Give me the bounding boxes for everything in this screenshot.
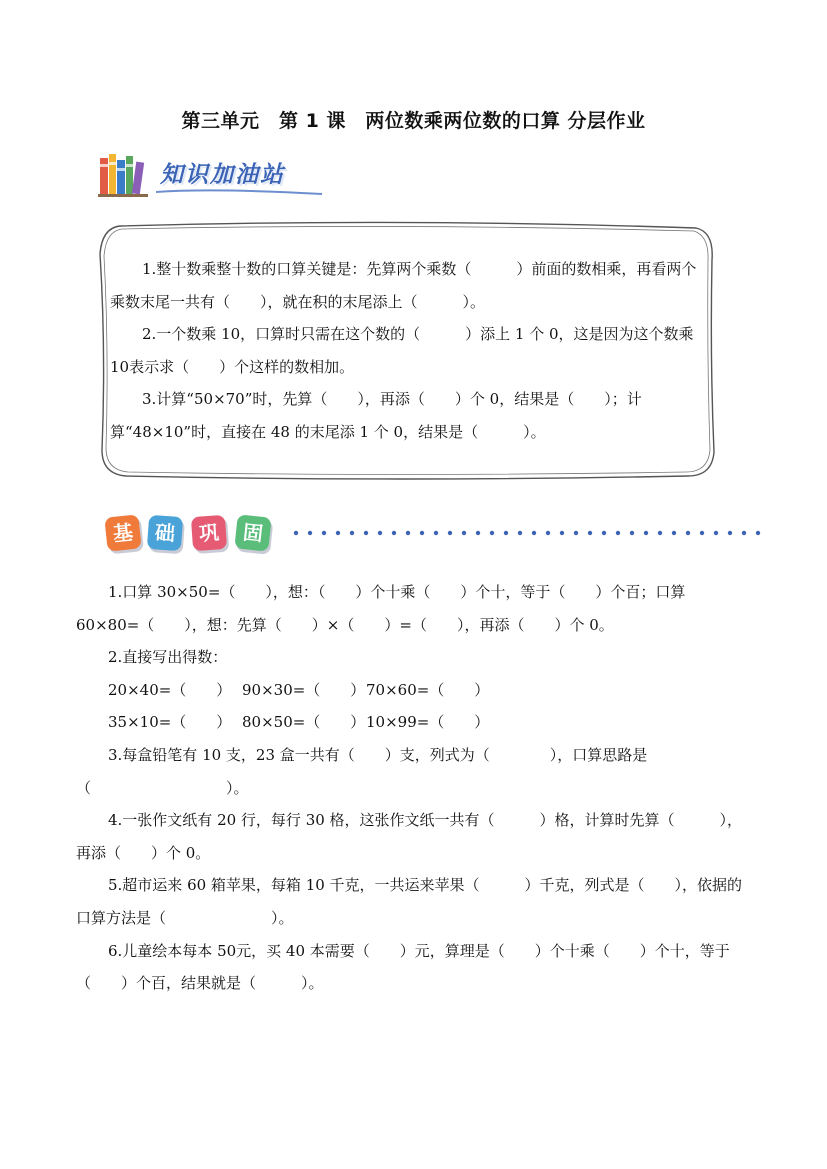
banner-tile-3: 巩 <box>191 515 227 551</box>
books-icon <box>98 150 154 198</box>
knowledge-station-banner <box>98 148 328 200</box>
banner-tile-2: 础 <box>147 515 183 551</box>
page-title: 第三单元 第 1 课 两位数乘两位数的口算 分层作业 <box>181 110 646 132</box>
question-2-title: 2.直接写出得数： <box>108 648 228 667</box>
knowledge-box-content <box>110 253 700 449</box>
q2-item: 10×99=（ ） <box>366 713 490 732</box>
basic-questions <box>76 576 748 1000</box>
q2-item: 80×50=（ ） <box>242 713 366 732</box>
knowledge-item-1: 1.整十数乘整十数的口算关键是：先算两个乘数（ ）前面的数相乘，再看两个乘数末尾一共有（ ），就在积的末尾添上（ ）。 <box>110 260 697 311</box>
basic-consolidation-banner <box>106 510 766 560</box>
question-5: 5.超市运来 60 箱苹果，每箱 10 千克，一共运来苹果（ ）千克，列式是（ ），依据的口算方法是（ ）。 <box>76 876 743 927</box>
dotted-divider <box>292 529 762 537</box>
q2-item: 90×30=（ ） <box>242 680 366 699</box>
banner-label: 知识加油站 <box>160 162 285 188</box>
question-4: 4.一张作文纸有 20 行，每行 30 格，这张作文纸一共有（ ）格，计算时先算（ ），再添（ ）个 0。 <box>76 811 743 862</box>
banner-tile-4: 固 <box>234 514 271 551</box>
q2-item: 35×10=（ ） <box>108 713 232 732</box>
knowledge-item-3: 3.计算“50×70”时，先算（ ），再添（ ）个 0，结果是（ ）；计算“48×10”时，直接在 48 的末尾添 1 个 0，结果是（ ）。 <box>110 390 642 441</box>
q2-item: 20×40=（ ） <box>108 680 232 699</box>
q2-item: 70×60=（ ） <box>366 680 490 699</box>
question-6: 6.儿童绘本每本 50元，买 40 本需要（ ）元，算理是（ ）个十乘（ ）个十，等于（ ）个百，结果就是（ ）。 <box>76 941 730 993</box>
question-2-row-2 <box>76 706 748 739</box>
question-2-row-1 <box>76 674 748 707</box>
knowledge-item-2: 2.一个数乘 10，口算时只需在这个数的（ ）添上 1 个 0，这是因为这个数乘 10表示求（ ）个这样的数相加。 <box>110 325 694 376</box>
banner-tile-1: 基 <box>104 514 141 551</box>
question-3: 3.每盒铅笔有 10 支，23 盒一共有（ ）支，列式为（ ），口算思路是（ ）。 <box>76 745 648 797</box>
banner-underline <box>154 186 324 198</box>
question-1: 1.口算 30×50=（ ），想：（ ）个十乘（ ）个十，等于（ ）个百；口算 60×80=（ ），想：先算（ ）×（ ）=（ ），再添（ ）个 0。 <box>76 583 686 634</box>
